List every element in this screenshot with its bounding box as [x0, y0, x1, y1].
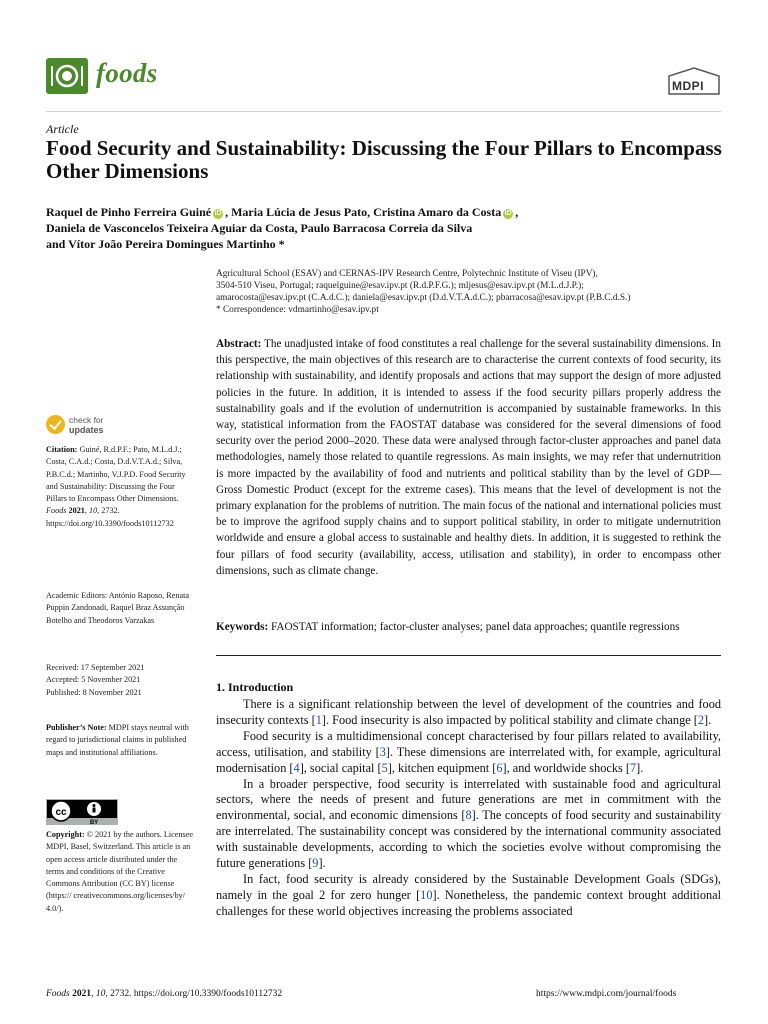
reference-link[interactable]: 4 [293, 760, 300, 775]
paragraph: Food security is a multidimensional concept characterised by four pillars related to availability, access, utilisation, and stability [3]. These dimensions are interrelated with, for example, agricultural modernisation [4], social capital [5], kitchen equipment [6], and worldwide shocks [7]. [216, 728, 722, 775]
affiliation-line: 3504-510 Viseu, Portugal; raquelguine@esav.ipv.pt (R.d.P.F.G.); mljesus@esav.ipv.pt (M.L.d.J.P.); [216, 281, 584, 291]
body-text [216, 697, 721, 920]
reference-link[interactable]: 9 [312, 856, 319, 871]
date-published: Published: 8 November 2021 [46, 687, 142, 697]
reference-link[interactable]: 6 [496, 760, 503, 775]
keywords [216, 620, 721, 635]
footer-year: 2021 [69, 989, 92, 999]
header-divider [46, 111, 721, 112]
orcid-icon[interactable]: iD [504, 210, 512, 217]
copyright-text: © 2021 by the authors. Licensee MDPI, Basel, Switzerland. This article is an open access article distributed under the terms and conditions of the Creative Commons Attribution (CC BY) license (https:// creativecommons.org/licenses/by/ 4.0/). [46, 830, 193, 913]
abstract [216, 336, 721, 579]
footer-volume: , 10 [91, 989, 106, 999]
section-divider [216, 655, 721, 656]
copyright-label: Copyright: [46, 830, 85, 839]
section-heading: 1. Introduction [216, 680, 294, 694]
author-separator: , [515, 205, 519, 219]
orcid-icon[interactable]: iD [214, 210, 222, 217]
publisher-note-label: Publisher’s Note: [46, 723, 107, 732]
footer-citation [46, 989, 282, 999]
check-updates-label: updates [69, 425, 104, 435]
publisher-name: MDPI [672, 79, 704, 93]
correspondence: * Correspondence: vdmartinho@esav.ipv.pt [216, 305, 379, 315]
citation-label: Citation: [46, 445, 78, 454]
citation-journal: Foods [46, 506, 67, 516]
reference-link[interactable]: 2 [697, 712, 705, 727]
academic-editors: Academic Editors: António Raposo, Renata Puppin Zandonadi, Raquel Braz Assunção Botelho and Theodoros Varzakas [46, 591, 190, 625]
citation-year: 2021 [66, 506, 85, 516]
author-name: and Vítor João Pereira Domingues Martinho * [46, 237, 285, 251]
affiliation-line: Agricultural School (ESAV) and CERNAS-IPV Research Centre, Polytechnic Institute of Viseu (IPV), [216, 269, 598, 279]
citation-doi[interactable]: , 2732. https://doi.org/10.3390/foods10112732 [46, 506, 174, 528]
reference-link[interactable]: 3 [379, 744, 386, 759]
citation-block [46, 444, 196, 530]
check-icon [46, 415, 65, 434]
citation-text: Guiné, R.d.P.F.; Pato, M.L.d.J.; Costa, C.A.d.; Costa, D.d.V.T.A.d.; Silva, P.B.C.d.; Martinho, V.J.P.D. Food Security and Sustainability: Discussing the Four Pillars to Encompass Other Dimensions. [46, 445, 186, 504]
author-name: Raquel de Pinho Ferreira Guiné [46, 205, 212, 219]
publisher-note-text: MDPI stays neutral with regard to jurisdictional claims in published maps and institutional affiliations. [46, 723, 189, 757]
footer-journal-url[interactable]: https://www.mdpi.com/journal/foods [536, 989, 677, 999]
abstract-text: The unadjusted intake of food constitutes a real challenge for the several sustainability dimensions. In this perspective, the main objectives of this research are to characterise the current contexts of food security, its relationship with sustainability, and identify proposals and actions that may support the design of more adjusted policies in the future. In addition, it is intended to assess if the food security pillars properly address the sustainability goals and if the evolution of undernutrition is accompanied by sustainable frameworks. In this way, statistical information from the FAOSTAT database was considered for the several dimensions of food security over the period 2000–2020. These data were analysed through factor-cluster approaches and panel data methodologies, namely those related to quantile regressions. As main insights, we may refer that undernutrition is more impacted by the availability of food and nutrients and political stability than by the level of GDP—Gross Domestic Product (except for the extreme cases). This means that the level of development is not the primary explanation for the problems of nutrition. The main focus of the national and international policies must be to improve the agrifood supply chains and to support political stability, in order to mitigate undernutrition worldwide and ensure a global access to sustainable and healthy diets. In addition, it is suggested to rethink the four pillars of food security (availability, access, utilisation and stability), in order to encompass other dimensions, such as climate change. [216, 338, 721, 577]
keywords-label: Keywords: [216, 621, 269, 633]
paragraph: In fact, food security is already considered by the Sustainable Development Goals (SDGs), namely in the goal 2 for zero hunger [10]. Nonetheless, the pandemic context brought additional challenges for these world objectives increasing the problems associated [216, 871, 722, 918]
reference-link[interactable]: 8 [465, 808, 472, 823]
cc-by-license-icon[interactable] [46, 799, 118, 825]
author-name: , Maria Lúcia de Jesus Pato, Cristina Amaro da Costa [225, 205, 502, 219]
copyright-block [46, 829, 196, 915]
affiliation-line: amarocosta@esav.ipv.pt (C.A.d.C.); daniela@esav.ipv.pt (D.d.V.T.A.d.C.); pbarracosa@esav.ipv.pt (P.B.C.d.S.) [216, 293, 631, 303]
date-received: Received: 17 September 2021 [46, 663, 145, 672]
author-name: Daniela de Vasconcelos Teixeira Aguiar da Costa, Paulo Barracosa Correia da Silva [46, 221, 473, 235]
footer-doi[interactable]: , 2732. https://doi.org/10.3390/foods10112732 [105, 989, 283, 999]
date-accepted: Accepted: 5 November 2021 [46, 675, 141, 685]
paper-title: Food Security and Sustainability: Discussing the Four Pillars to Encompass Other Dimensions [46, 136, 722, 183]
publisher-note [46, 722, 196, 759]
journal-name: foods [96, 58, 158, 88]
by-label: BY [89, 820, 99, 825]
abstract-label: Abstract: [216, 338, 262, 350]
paragraph: There is a significant relationship between the level of development of the countries and food insecurity contexts [1]. Food insecurity is also impacted by political stability and climate change [2]. [216, 697, 721, 727]
check-for-updates-button[interactable] [46, 413, 106, 437]
affiliation-block [216, 268, 721, 316]
footer-journal: Foods [46, 989, 70, 999]
reference-link[interactable]: 10 [420, 887, 433, 902]
check-updates-label: check for [69, 415, 104, 425]
foods-logo-icon [46, 58, 88, 94]
reference-link[interactable]: 1 [315, 712, 322, 727]
dates-block [46, 662, 196, 699]
author-list [46, 204, 666, 252]
reference-link[interactable]: 7 [629, 760, 637, 775]
citation-volume: , 10 [84, 506, 98, 516]
article-type: Article [46, 122, 79, 136]
reference-link[interactable]: 5 [381, 760, 388, 775]
keywords-text: FAOSTAT information; factor-cluster analyses; panel data approaches; quantile regressions [268, 621, 680, 633]
cc-label: cc [55, 807, 67, 818]
paragraph: In a broader perspective, food security is interrelated with sustainable food and agricultural sectors, where the needs of present and future generations are met in commitment with the environmental, social, and economic dimensions [8]. The concepts of food security and sustainability are interrelated. The sustainability concept was considered by the international community associated with sustainable developments, according to which the societies evolve without compromising the future generations [9]. [216, 776, 721, 871]
